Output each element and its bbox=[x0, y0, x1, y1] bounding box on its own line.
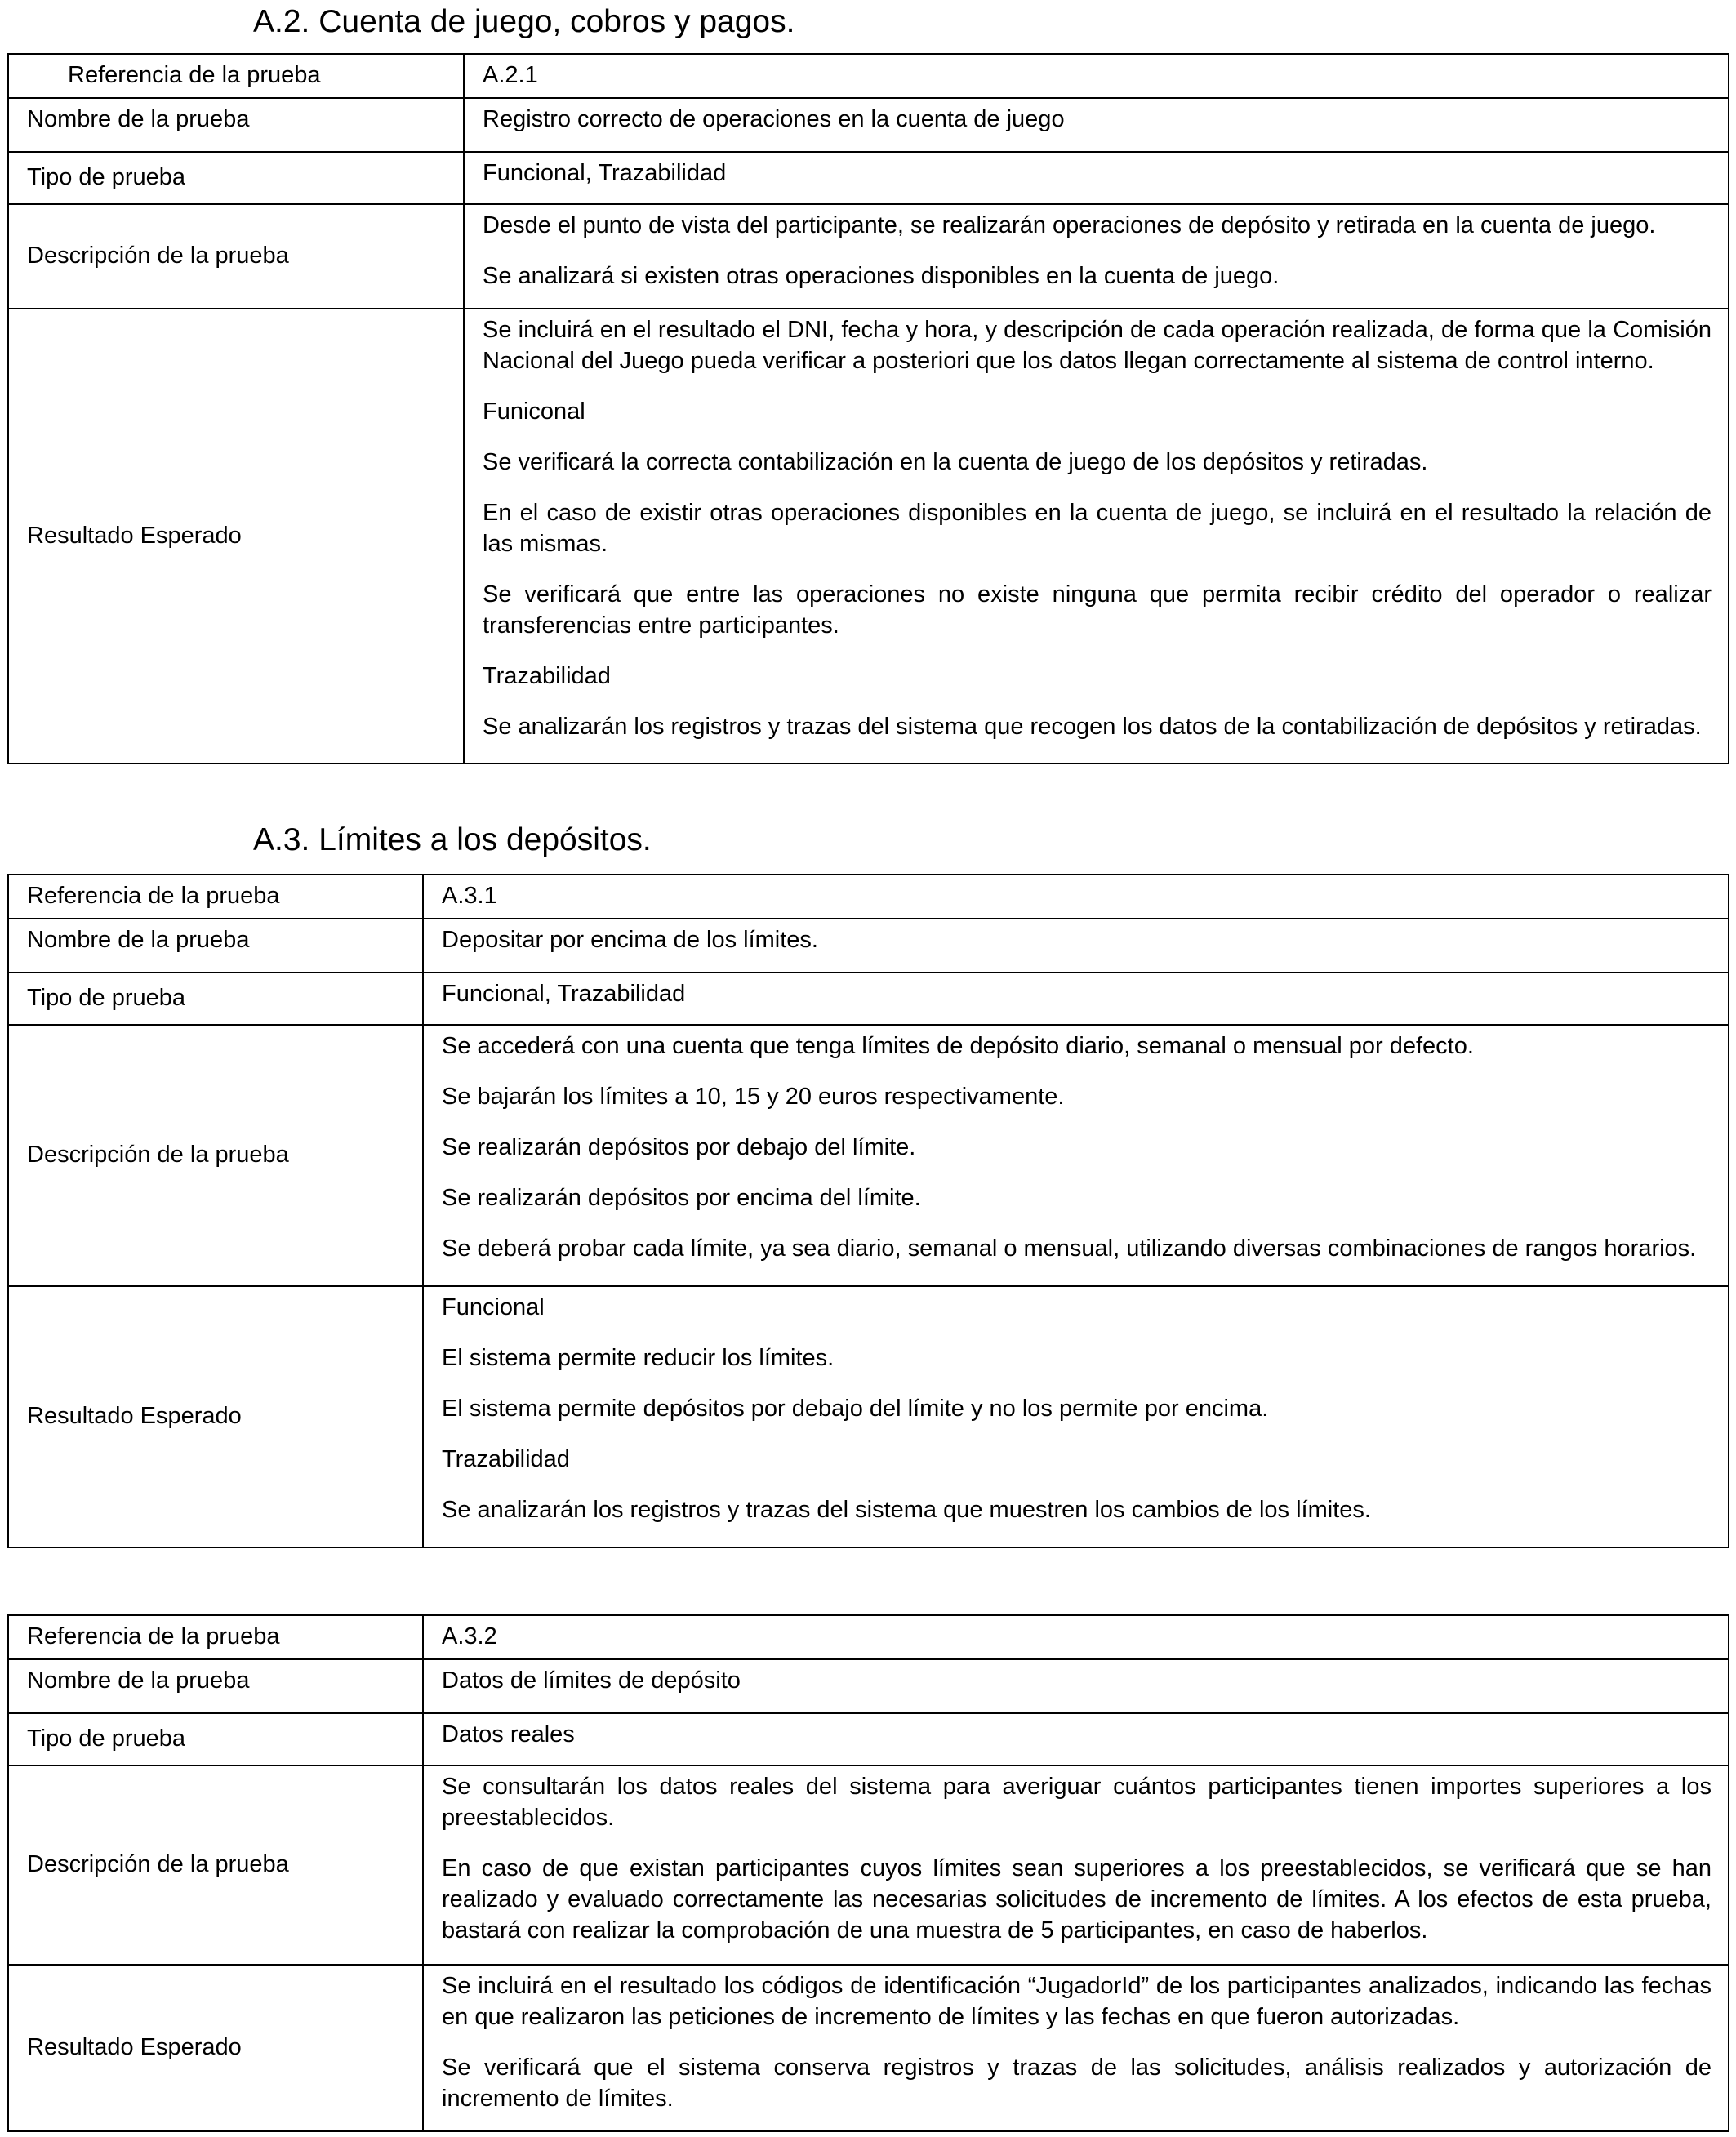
description-paragraph: Se deberá probar cada límite, ya sea diario, semanal o mensual, utilizando diversas combinaciones de rangos horarios. bbox=[442, 1235, 1697, 1262]
table-row bbox=[8, 1659, 1729, 1713]
result-label: Resultado Esperado bbox=[8, 1286, 423, 1547]
type-value: Funcional, Trazabilidad bbox=[423, 973, 1729, 1025]
result-paragraph: Se verificará la correcta contabilización en la cuenta de juego de los depósitos y retiradas. bbox=[483, 449, 1428, 475]
description-paragraph: Se realizarán depósitos por debajo del límite. bbox=[442, 1134, 916, 1160]
type-value: Datos reales bbox=[423, 1713, 1729, 1765]
description-cell bbox=[423, 1025, 1729, 1286]
result-paragraph: Se incluirá en el resultado el DNI, fecha y hora, y descripción de cada operación realizada, de forma que la Comisión Nacional del Juego pueda verificar a posteriori que los datos llegan correctamente al sistema de control interno. bbox=[483, 317, 1712, 374]
name-label: Nombre de la prueba bbox=[8, 98, 464, 152]
name-label: Nombre de la prueba bbox=[8, 919, 423, 973]
result-cell bbox=[423, 1286, 1729, 1547]
table-row bbox=[8, 919, 1729, 973]
description-paragraph: Desde el punto de vista del participante, se realizarán operaciones de depósito y retirada en la cuenta de juego. bbox=[483, 212, 1656, 238]
result-paragraph: Se analizarán los registros y trazas del sistema que muestren los cambios de los límites. bbox=[442, 1497, 1371, 1523]
result-paragraph: Se incluirá en el resultado los códigos de identificación “JugadorId” de los participantes analizados, indicando las fechas en que realizaron las peticiones de incremento de límites y las fechas en que fueron autorizadas. bbox=[442, 1973, 1712, 2030]
ref-label: Referencia de la prueba bbox=[8, 875, 423, 919]
description-paragraph: Se analizará si existen otras operaciones disponibles en la cuenta de juego. bbox=[483, 263, 1280, 289]
table-row bbox=[8, 54, 1729, 98]
ref-label: Referencia de la prueba bbox=[8, 54, 464, 98]
description-label: Descripción de la prueba bbox=[8, 1025, 423, 1286]
result-paragraph: Trazabilidad bbox=[483, 663, 611, 689]
description-paragraph: Se bajarán los límites a 10, 15 y 20 euros respectivamente. bbox=[442, 1084, 1065, 1110]
type-label: Tipo de prueba bbox=[8, 1713, 423, 1765]
result-label: Resultado Esperado bbox=[8, 1965, 423, 2131]
result-paragraph: El sistema permite depósitos por debajo del límite y no los permite por encima. bbox=[442, 1396, 1269, 1422]
name-value: Registro correcto de operaciones en la cuenta de juego bbox=[464, 98, 1729, 152]
section-heading-a2: A.2. Cuenta de juego, cobros y pagos. bbox=[253, 4, 795, 39]
table-row bbox=[8, 98, 1729, 152]
table-row bbox=[8, 1025, 1729, 1286]
result-paragraph: Funcional bbox=[442, 1294, 545, 1320]
result-paragraph: El sistema permite reducir los límites. bbox=[442, 1345, 835, 1371]
test-table-a32 bbox=[7, 1614, 1729, 2132]
description-cell bbox=[464, 204, 1729, 309]
result-paragraph: Se verificará que entre las operaciones no existe ninguna que permita recibir crédito del operador o realizar transferencias entre participantes. bbox=[483, 581, 1712, 639]
description-paragraph: Se accederá con una cuenta que tenga límites de depósito diario, semanal o mensual por defecto. bbox=[442, 1033, 1474, 1059]
result-label: Resultado Esperado bbox=[8, 309, 464, 764]
table-row bbox=[8, 309, 1729, 764]
ref-label: Referencia de la prueba bbox=[8, 1615, 423, 1659]
table-row bbox=[8, 204, 1729, 309]
table-row bbox=[8, 1713, 1729, 1765]
result-paragraph: Trazabilidad bbox=[442, 1446, 570, 1472]
table-row bbox=[8, 973, 1729, 1025]
name-value: Depositar por encima de los límites. bbox=[423, 919, 1729, 973]
description-label: Descripción de la prueba bbox=[8, 204, 464, 309]
result-paragraph: Se analizarán los registros y trazas del sistema que recogen los datos de la contabilización de depósitos y retiradas. bbox=[483, 714, 1702, 740]
description-paragraph: Se realizarán depósitos por encima del límite. bbox=[442, 1185, 921, 1211]
name-label: Nombre de la prueba bbox=[8, 1659, 423, 1713]
table-row bbox=[8, 1286, 1729, 1547]
ref-value: A.3.1 bbox=[423, 875, 1729, 919]
table-row bbox=[8, 1765, 1729, 1965]
description-paragraph: En caso de que existan participantes cuyos límites sean superiores a los preestablecidos, se verificará que se han realizado y evaluado correctamente las necesarias solicitudes de incremento de límites. A los efectos de esta prueba, bastará con realizar la comprobación de una muestra de 5 participantes, en caso de haberlos. bbox=[442, 1855, 1712, 1943]
description-label: Descripción de la prueba bbox=[8, 1765, 423, 1965]
test-table-a21 bbox=[7, 53, 1729, 764]
result-paragraph: Se verificará que el sistema conserva registros y trazas de las solicitudes, análisis realizados y autorización de incremento de límites. bbox=[442, 2055, 1712, 2112]
type-value: Funcional, Trazabilidad bbox=[464, 152, 1729, 204]
name-value: Datos de límites de depósito bbox=[423, 1659, 1729, 1713]
result-cell bbox=[464, 309, 1729, 764]
type-label: Tipo de prueba bbox=[8, 973, 423, 1025]
result-cell bbox=[423, 1965, 1729, 2131]
type-label: Tipo de prueba bbox=[8, 152, 464, 204]
table-row bbox=[8, 1965, 1729, 2131]
description-cell bbox=[423, 1765, 1729, 1965]
test-table-a31 bbox=[7, 874, 1729, 1548]
result-paragraph: En el caso de existir otras operaciones disponibles en la cuenta de juego, se incluirá en el resultado la relación de las mismas. bbox=[483, 500, 1712, 557]
section-heading-a3: A.3. Límites a los depósitos. bbox=[253, 822, 652, 857]
ref-value: A.2.1 bbox=[464, 54, 1729, 98]
description-paragraph: Se consultarán los datos reales del sistema para averiguar cuántos participantes tienen importes superiores a los preestablecidos. bbox=[442, 1774, 1712, 1831]
ref-value: A.3.2 bbox=[423, 1615, 1729, 1659]
table-row bbox=[8, 875, 1729, 919]
table-row bbox=[8, 152, 1729, 204]
table-row bbox=[8, 1615, 1729, 1659]
result-paragraph: Funiconal bbox=[483, 398, 585, 425]
